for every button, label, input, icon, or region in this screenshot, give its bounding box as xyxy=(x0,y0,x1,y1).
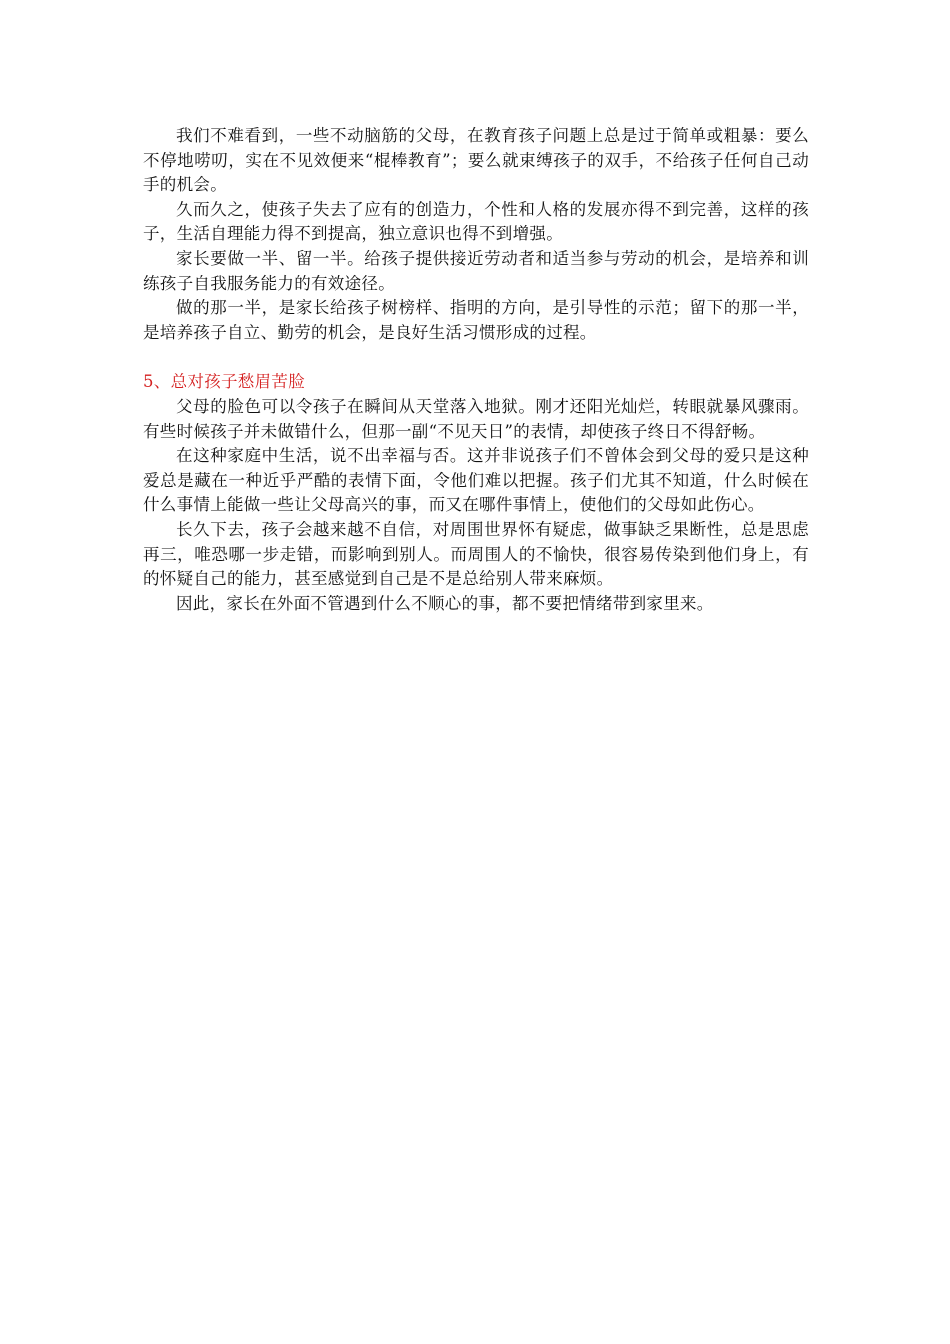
paragraph: 父母的脸色可以令孩子在瞬间从天堂落入地狱。刚才还阳光灿烂，转眼就暴风骤雨。有些时候孩子并未做错什么，但那一副“不见天日”的表情，却使孩子终日不得舒畅。 xyxy=(143,396,809,441)
paragraph: 久而久之，使孩子失去了应有的创造力，个性和人格的发展亦得不到完善，这样的孩子，生活自理能力得不到提高，独立意识也得不到增强。 xyxy=(143,199,809,244)
paragraph: 家长要做一半、留一半。给孩子提供接近劳动者和适当参与劳动的机会，是培养和训练孩子自我服务能力的有效途径。 xyxy=(143,248,809,293)
paragraph: 因此，家长在外面不管遇到什么不顺心的事，都不要把情绪带到家里来。 xyxy=(176,593,714,613)
document-body xyxy=(143,124,809,616)
paragraph: 我们不难看到，一些不动脑筋的父母，在教育孩子问题上总是过于简单或粗暴：要么不停地唠叨，实在不见效便来“棍棒教育”；要么就束缚孩子的双手，不给孩子任何自己动手的机会。 xyxy=(143,126,809,195)
paragraph: 在这种家庭中生活，说不出幸福与否。这并非说孩子们不曾体会到父母的爱只是这种爱总是藏在一种近乎严酷的表情下面，令他们难以把握。孩子们尤其不知道，什么时候在什么事情上能做一些让父母高兴的事，而又在哪件事情上，使他们的父母如此伤心。 xyxy=(143,446,809,515)
paragraph: 长久下去，孩子会越来越不自信，对周围世界怀有疑虑，做事缺乏果断性，总是思虑再三，唯恐哪一步走错，而影响到别人。而周围人的不愉快，很容易传染到他们身上，有的怀疑自己的能力，甚至感觉到自己是不是总给别人带来麻烦。 xyxy=(143,519,809,589)
section-spacer xyxy=(143,345,809,370)
paragraph: 做的那一半，是家长给孩子树榜样、指明的方向，是引导性的示范；留下的那一半，是培养孩子自立、勤劳的机会，是良好生活习惯形成的过程。 xyxy=(143,298,809,342)
section-heading: 5、总对孩子愁眉苦脸 xyxy=(143,372,305,392)
